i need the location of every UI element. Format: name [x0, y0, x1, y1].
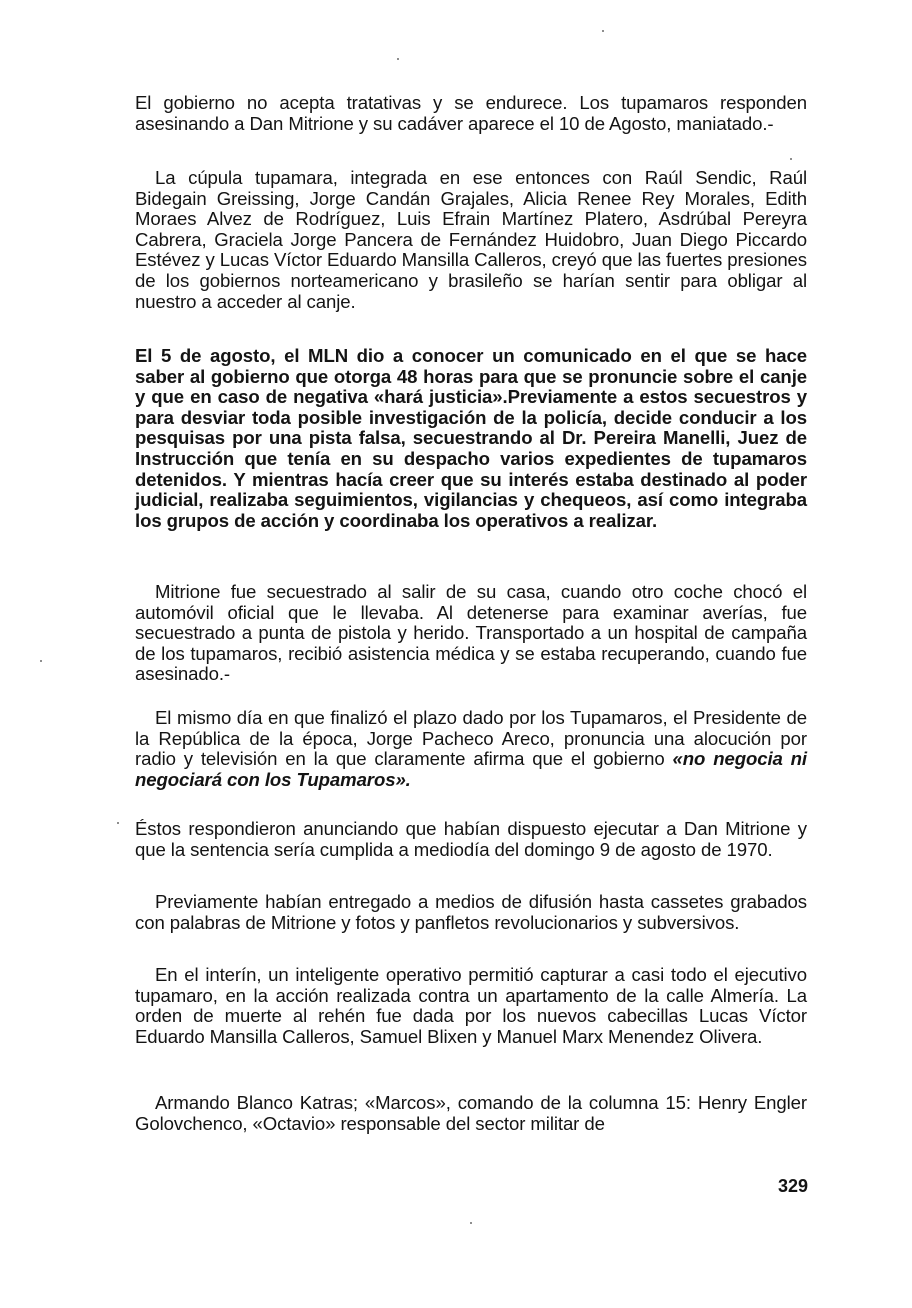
page-number: 329: [777, 1176, 808, 1196]
government-quote: «no negocia ni negociará con los Tupamaros».: [135, 748, 807, 790]
scan-speck: [397, 58, 399, 60]
scan-speck: [470, 1222, 472, 1224]
scan-speck: [790, 158, 792, 160]
paragraph-tupamaro-leadership: La cúpula tupamara, integrada en ese entonces con Raúl Sendic, Raúl Bidegain Greissing, Jorge Candán Grajales, Alicia Renee Rey Morales, Edith Moraes Alvez de Rodríguez, Luis Efrain Martínez Platero, Asdrúbal Pereyra Cabrera, Graciela Jorge Pancera de Fernández Huidobro, Juan Diego Piccardo Estévez y Lucas Víctor Eduardo Mansilla Calleros, creyó que las fuertes presiones de los gobiernos norteamericano y brasileño se harían sentir para obligar al nuestro a acceder al canje.: [135, 167, 807, 312]
paragraph-command-members: Armando Blanco Katras; «Marcos», comando de la columna 15: Henry Engler Golovchenco, «Octavio» responsable del sector militar de: [135, 1092, 807, 1134]
paragraph-execution-announcement: Éstos respondieron anunciando que habían dispuesto ejecutar a Dan Mitrione y que la sentencia sería cumplida a mediodía del domingo 9 de agosto de 1970.: [135, 818, 807, 860]
paragraph-president-address-text: El mismo día en que finalizó el plazo dado por los Tupamaros, el Presidente de la República de la época, Jorge Pacheco Areco, pronuncia una alocución por radio y televisión en la que claramente afirma que el gobierno: [135, 707, 807, 770]
paragraph-government-response: El gobierno no acepta tratativas y se endurece. Los tupamaros responden asesinando a Dan Mitrione y su cadáver aparece el 10 de Agosto, maniatado.-: [135, 92, 807, 134]
paragraph-mln-communique: El 5 de agosto, el MLN dio a conocer un comunicado en el que se hace saber al gobierno que otorga 48 horas para que se pronuncie sobre el canje y que en caso de negativa «hará justicia».Previamente a estos secuestros y para desviar toda posible investigación de la policía, decide conducir a los pesquisas por una pista falsa, secuestrando al Dr. Pereira Manelli, Juez de Instrucción que tenía en su despacho varios expedientes de tupamaros detenidos. Y mientras hacía creer que su interés estaba destinado al poder judicial, realizaba seguimientos, vigilancias y chequeos, así como integraba los grupos de acción y coordinaba los operativos a realizar.: [135, 345, 807, 531]
paragraph-mitrione-kidnapping: Mitrione fue secuestrado al salir de su casa, cuando otro coche chocó el automóvil oficial que le llevaba. Al detenerse para examinar averías, fue secuestrado a punta de pistola y herido. Transportado a un hospital de campaña de los tupamaros, recibió asistencia médica y se estaba recuperando, cuando fue asesinado.-: [135, 581, 807, 685]
scan-speck: [117, 822, 119, 824]
paragraph-almeria-operation: En el interín, un inteligente operativo permitió capturar a casi todo el ejecutivo tupamaro, en la acción realizada contra un apartamento de la calle Almería. La orden de muerte al rehén fue dada por los nuevos cabecillas Lucas Víctor Eduardo Mansilla Calleros, Samuel Blixen y Manuel Marx Menendez Olivera.: [135, 964, 807, 1047]
scan-speck: [40, 660, 42, 662]
paragraph-cassettes: Previamente habían entregado a medios de difusión hasta cassetes grabados con palabras de Mitrione y fotos y panfletos revolucionarios y subversivos.: [135, 891, 807, 933]
paragraph-president-address: [135, 708, 807, 790]
scan-speck: [602, 30, 604, 32]
